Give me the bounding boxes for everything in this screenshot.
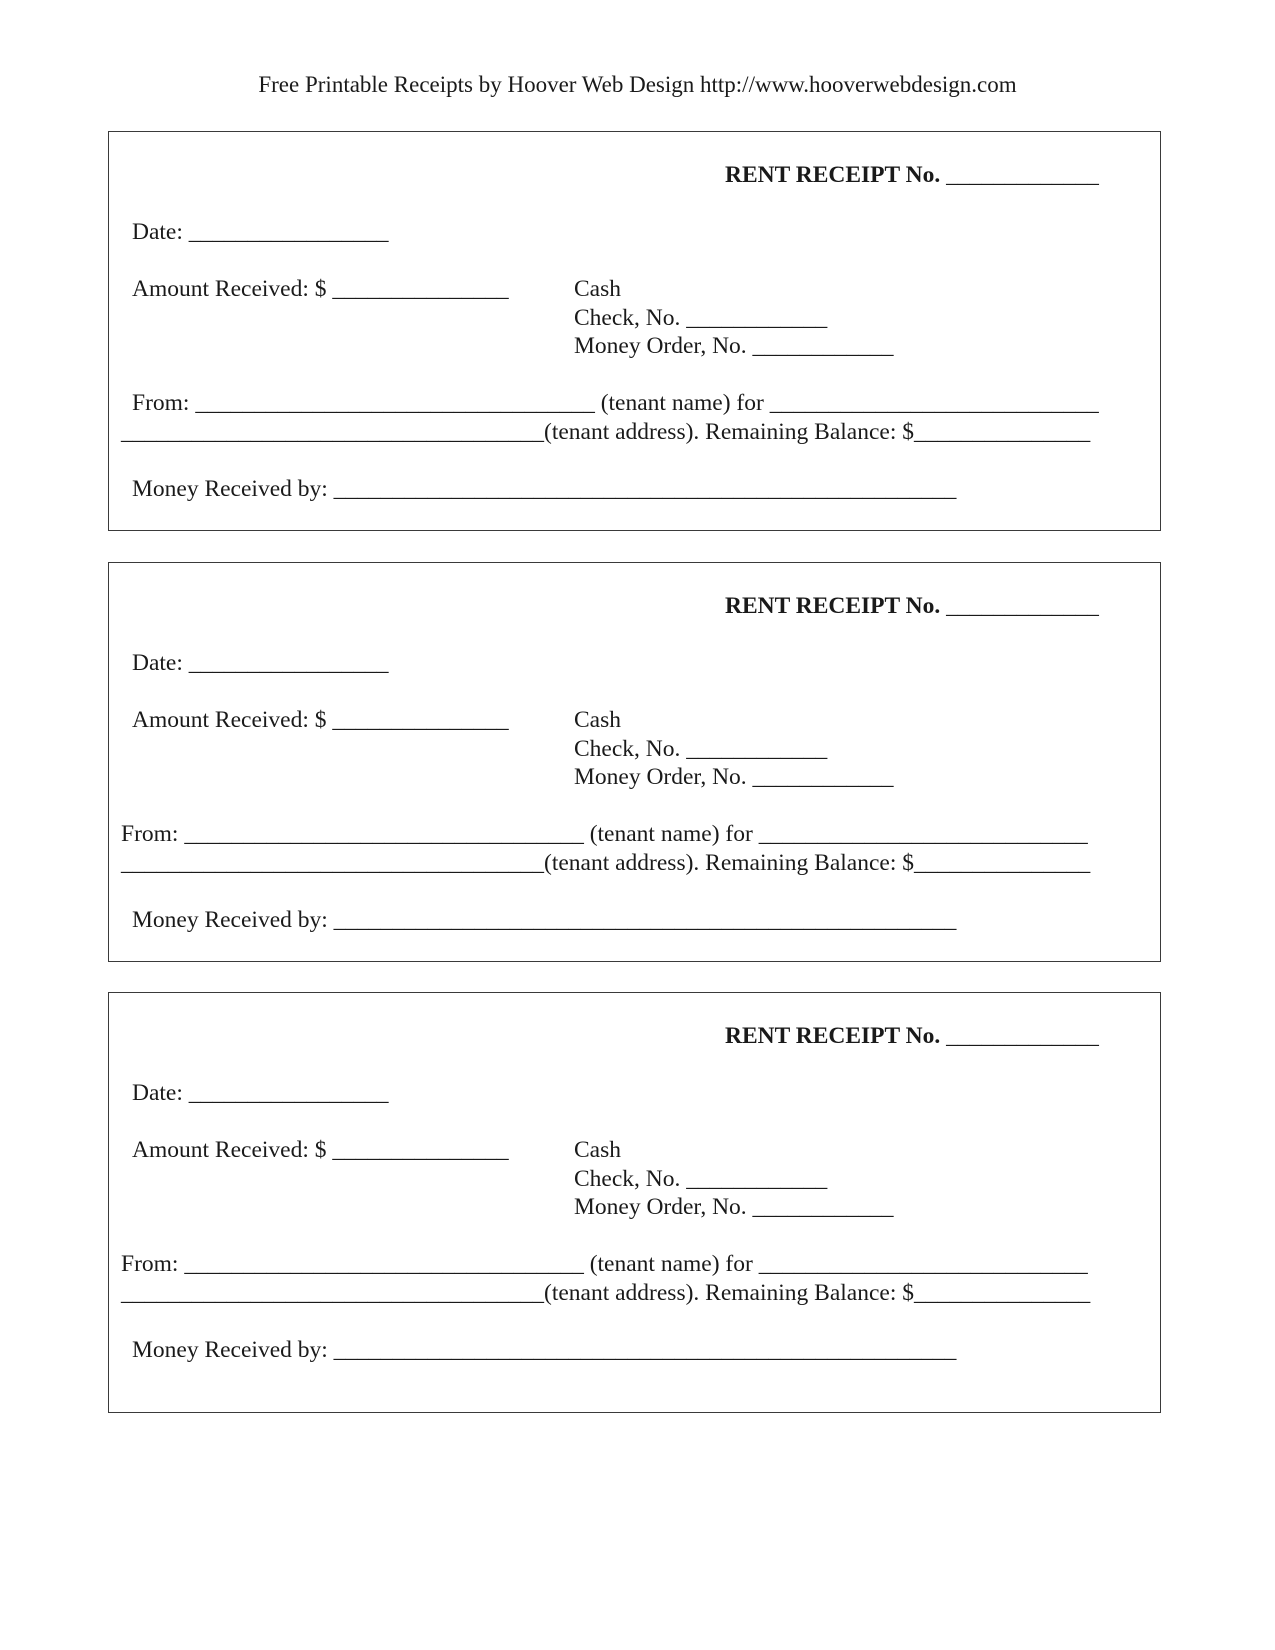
rent-receipt [108, 131, 1161, 531]
from-field[interactable]: From: __________________________________ (tenant name) for ____________________________ [121, 1251, 1088, 1277]
payment-check-field[interactable]: Check, No. ____________ [574, 1166, 828, 1192]
rent-receipt [108, 992, 1161, 1413]
date-field[interactable]: Date: _________________ [132, 650, 389, 676]
rent-receipt [108, 562, 1161, 962]
receipt-number-field[interactable]: _____________ [940, 162, 1099, 188]
amount-field[interactable]: Amount Received: $ _______________ [132, 276, 509, 302]
payment-check-field[interactable]: Check, No. ____________ [574, 305, 828, 331]
receipt-number-field[interactable]: _____________ [940, 593, 1099, 619]
payment-money-order-field[interactable]: Money Order, No. ____________ [574, 764, 894, 790]
receipt-title: RENT RECEIPT No. [725, 593, 941, 619]
payment-check-field[interactable]: Check, No. ____________ [574, 736, 828, 762]
address-balance-field[interactable]: ____________________________________(tenant address). Remaining Balance: $_______________ [121, 419, 1091, 445]
receipt-number-line [725, 595, 1099, 619]
payment-cash: Cash [574, 276, 621, 302]
receipt-number-line [725, 1025, 1099, 1049]
date-field[interactable]: Date: _________________ [132, 1080, 389, 1106]
receipt-title: RENT RECEIPT No. [725, 162, 941, 188]
payment-money-order-field[interactable]: Money Order, No. ____________ [574, 333, 894, 359]
from-field[interactable]: From: __________________________________ (tenant name) for ____________________________ [121, 821, 1088, 847]
from-field[interactable]: From: __________________________________ (tenant name) for ____________________________ [132, 390, 1099, 416]
received-by-field[interactable]: Money Received by: _____________________________________________________ [132, 476, 957, 502]
receipt-number-field[interactable]: _____________ [940, 1023, 1099, 1049]
receipt-number-line [725, 164, 1099, 188]
amount-field[interactable]: Amount Received: $ _______________ [132, 1137, 509, 1163]
payment-cash: Cash [574, 1137, 621, 1163]
payment-money-order-field[interactable]: Money Order, No. ____________ [574, 1194, 894, 1220]
amount-field[interactable]: Amount Received: $ _______________ [132, 707, 509, 733]
payment-cash: Cash [574, 707, 621, 733]
page-header: Free Printable Receipts by Hoover Web Design http://www.hooverwebdesign.com [258, 72, 1017, 97]
address-balance-field[interactable]: ____________________________________(tenant address). Remaining Balance: $_______________ [121, 850, 1091, 876]
received-by-field[interactable]: Money Received by: _____________________________________________________ [132, 1337, 957, 1363]
received-by-field[interactable]: Money Received by: _____________________________________________________ [132, 907, 957, 933]
date-field[interactable]: Date: _________________ [132, 219, 389, 245]
address-balance-field[interactable]: ____________________________________(tenant address). Remaining Balance: $_______________ [121, 1280, 1091, 1306]
receipt-title: RENT RECEIPT No. [725, 1023, 941, 1049]
